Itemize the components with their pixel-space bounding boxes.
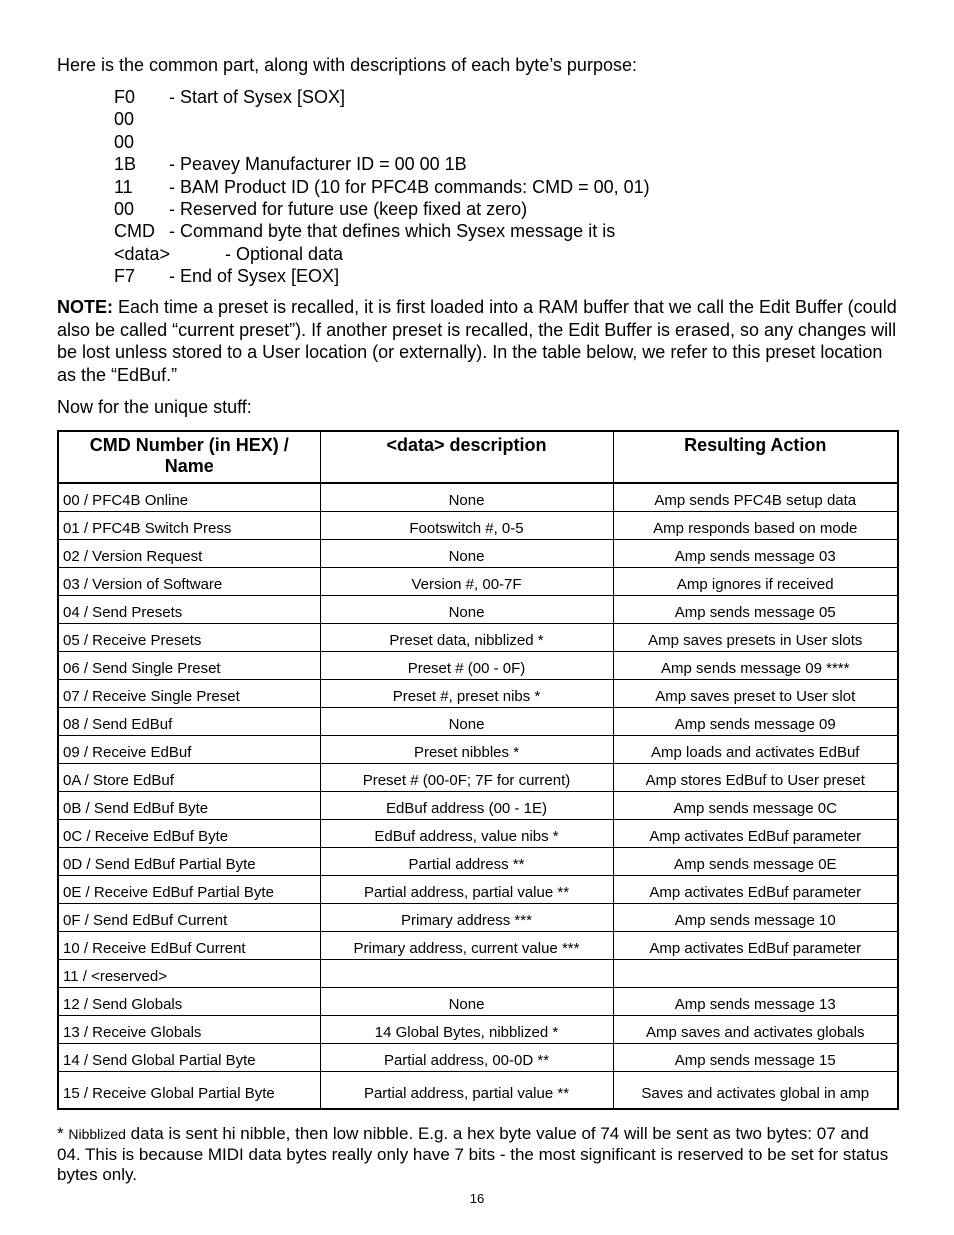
command-table (57, 430, 899, 1110)
cmd-name-cell: 13 / Receive Globals (58, 1016, 320, 1044)
page-number: 16 (469, 1191, 485, 1206)
table-header-row (58, 431, 898, 483)
cmd-name-cell: 0A / Store EdBuf (58, 764, 320, 792)
cmd-name-cell: 0C / Receive EdBuf Byte (58, 820, 320, 848)
data-description-cell: Version #, 00-7F (320, 568, 613, 596)
header-cmd-number: CMD Number (in HEX) / Name (58, 431, 320, 483)
intro-text: Here is the common part, along with descriptions of each byte’s purpose: (57, 55, 637, 75)
table-row (58, 764, 898, 792)
byte-description: - Command byte that defines which Sysex message it is (169, 221, 616, 242)
resulting-action-cell: Amp saves preset to User slot (613, 680, 898, 708)
note-label: NOTE: (57, 297, 113, 317)
table-row (58, 848, 898, 876)
byte-code: CMD (114, 221, 155, 242)
data-description-cell (320, 960, 613, 988)
table-row (58, 624, 898, 652)
data-description-cell: Footswitch #, 0-5 (320, 512, 613, 540)
data-description-cell: Partial address ** (320, 848, 613, 876)
data-description-cell: Preset # (00-0F; 7F for current) (320, 764, 613, 792)
table-row (58, 483, 898, 512)
cmd-name-cell: 11 / <reserved> (58, 960, 320, 988)
note-text: Each time a preset is recalled, it is first loaded into a RAM buffer that we call the Edit Buffer (could also be called “current preset”). If another preset is recalled, the Edit Buffer is erased, so any changes will be lost unless stored to a User location (or externally). In the table below, we refer to this preset location as the “EdBuf.” (57, 297, 897, 385)
cmd-name-cell: 03 / Version of Software (58, 568, 320, 596)
footnote-star: * (57, 1124, 69, 1143)
byte-description: - Optional data (225, 243, 344, 264)
cmd-name-cell: 15 / Receive Global Partial Byte (63, 1085, 275, 1102)
resulting-action-cell: Amp sends message 03 (613, 540, 898, 568)
resulting-action-cell: Amp stores EdBuf to User preset (613, 764, 898, 792)
resulting-action-cell: Amp sends message 09 (613, 708, 898, 736)
data-description-cell: EdBuf address, value nibs * (320, 820, 613, 848)
resulting-action-cell: Amp responds based on mode (613, 512, 898, 540)
data-description-cell: EdBuf address (00 - 1E) (320, 792, 613, 820)
byte-code: 00 (114, 198, 135, 219)
data-description-cell: None (320, 988, 613, 1016)
cmd-name-cell: 14 / Send Global Partial Byte (58, 1044, 320, 1072)
cmd-name-cell: 02 / Version Request (58, 540, 320, 568)
cmd-name-cell: 12 / Send Globals (58, 988, 320, 1016)
data-description-cell: 14 Global Bytes, nibblized * (320, 1016, 613, 1044)
cmd-name-cell: 0B / Send EdBuf Byte (58, 792, 320, 820)
cmd-name-cell: 04 / Send Presets (58, 596, 320, 624)
header-resulting-action: Resulting Action (613, 431, 898, 483)
resulting-action-cell: Amp activates EdBuf parameter (613, 820, 898, 848)
cmd-name-cell: 05 / Receive Presets (58, 624, 320, 652)
cmd-name-cell: 06 / Send Single Preset (58, 652, 320, 680)
cmd-name-cell: 01 / PFC4B Switch Press (58, 512, 320, 540)
table-row (58, 988, 898, 1016)
byte-description: - Start of Sysex [SOX] (169, 87, 346, 107)
cmd-name-cell: 0E / Receive EdBuf Partial Byte (58, 876, 320, 904)
table-row (58, 1016, 898, 1044)
byte-description: - End of Sysex [EOX] (169, 266, 340, 287)
resulting-action-cell: Saves and activates global in amp (613, 1072, 898, 1110)
data-description-cell: None (320, 708, 613, 736)
data-description-cell: None (320, 596, 613, 624)
cmd-name-cell: 08 / Send EdBuf (58, 708, 320, 736)
table-row (58, 960, 898, 988)
header-data-description: <data> description (320, 431, 613, 483)
note-paragraph (57, 296, 897, 386)
resulting-action-cell (613, 960, 898, 988)
byte-description: - Reserved for future use (keep fixed at zero) (169, 198, 528, 219)
cmd-name-cell: 07 / Receive Single Preset (58, 680, 320, 708)
cmd-name-cell: 09 / Receive EdBuf (58, 736, 320, 764)
resulting-action-cell: Amp sends message 05 (613, 596, 898, 624)
table-row (58, 932, 898, 960)
footnote (57, 1124, 897, 1186)
data-description-cell: Preset # (00 - 0F) (320, 652, 613, 680)
table-row (58, 568, 898, 596)
resulting-action-cell: Amp loads and activates EdBuf (613, 736, 898, 764)
table-row (58, 652, 898, 680)
byte-code: 1B (114, 154, 137, 175)
table-row (58, 540, 898, 568)
data-description-cell: Primary address, current value *** (320, 932, 613, 960)
table-row (58, 512, 898, 540)
resulting-action-cell: Amp sends message 0E (613, 848, 898, 876)
byte-code: F7 (114, 266, 136, 287)
footnote-term: Nibblized (68, 1126, 126, 1142)
now-text: Now for the unique stuff: (57, 397, 252, 417)
resulting-action-cell: Amp sends message 13 (613, 988, 898, 1016)
data-description-cell: None (320, 540, 613, 568)
cmd-name-cell: 10 / Receive EdBuf Current (58, 932, 320, 960)
table-row (58, 904, 898, 932)
cmd-name-cell: 0F / Send EdBuf Current (58, 904, 320, 932)
byte-description: - BAM Product ID (10 for PFC4B commands: CMD = 00, 01) (169, 176, 650, 197)
byte-code: 00 (114, 131, 135, 152)
resulting-action-cell: Amp sends PFC4B setup data (613, 483, 898, 512)
table-row (58, 1072, 898, 1110)
table-row (58, 596, 898, 624)
table-row (58, 736, 898, 764)
resulting-action-cell: Amp sends message 10 (613, 904, 898, 932)
cmd-name-cell: 0D / Send EdBuf Partial Byte (58, 848, 320, 876)
byte-code: 00 (114, 109, 135, 130)
resulting-action-cell: Amp sends message 09 **** (613, 652, 898, 680)
byte-code: 11 (114, 176, 133, 197)
data-description-cell: Partial address, 00-0D ** (320, 1044, 613, 1072)
resulting-action-cell: Amp ignores if received (613, 568, 898, 596)
footnote-text: data is sent hi nibble, then low nibble. E.g. a hex byte value of 74 will be sent as two bytes: 07 and 04. This is because MIDI data bytes really only have 7 bits - the most significant is reserved to be set for status bytes only. (57, 1124, 889, 1184)
byte-code: <data> (114, 243, 171, 264)
data-description-cell: Partial address, partial value ** (320, 876, 613, 904)
table-row (58, 876, 898, 904)
data-description-cell: Preset data, nibblized * (320, 624, 613, 652)
table-row (58, 680, 898, 708)
table-row (58, 708, 898, 736)
table-body (58, 483, 898, 1109)
resulting-action-cell: Amp saves presets in User slots (613, 624, 898, 652)
table-row (58, 1044, 898, 1072)
data-description-cell: Primary address *** (320, 904, 613, 932)
resulting-action-cell: Amp saves and activates globals (613, 1016, 898, 1044)
table-row (58, 792, 898, 820)
cmd-name-cell: 00 / PFC4B Online (58, 483, 320, 512)
resulting-action-cell: Amp activates EdBuf parameter (613, 932, 898, 960)
data-description-cell: Preset #, preset nibs * (320, 680, 613, 708)
byte-description: - Peavey Manufacturer ID = 00 00 1B (169, 154, 467, 175)
resulting-action-cell: Amp sends message 0C (613, 792, 898, 820)
resulting-action-cell: Amp sends message 15 (613, 1044, 898, 1072)
data-description-cell: Partial address, partial value ** (320, 1072, 613, 1110)
data-description-cell: Preset nibbles * (320, 736, 613, 764)
data-description-cell: None (320, 483, 613, 512)
table-row (58, 820, 898, 848)
byte-code: F0 (114, 87, 136, 107)
resulting-action-cell: Amp activates EdBuf parameter (613, 876, 898, 904)
